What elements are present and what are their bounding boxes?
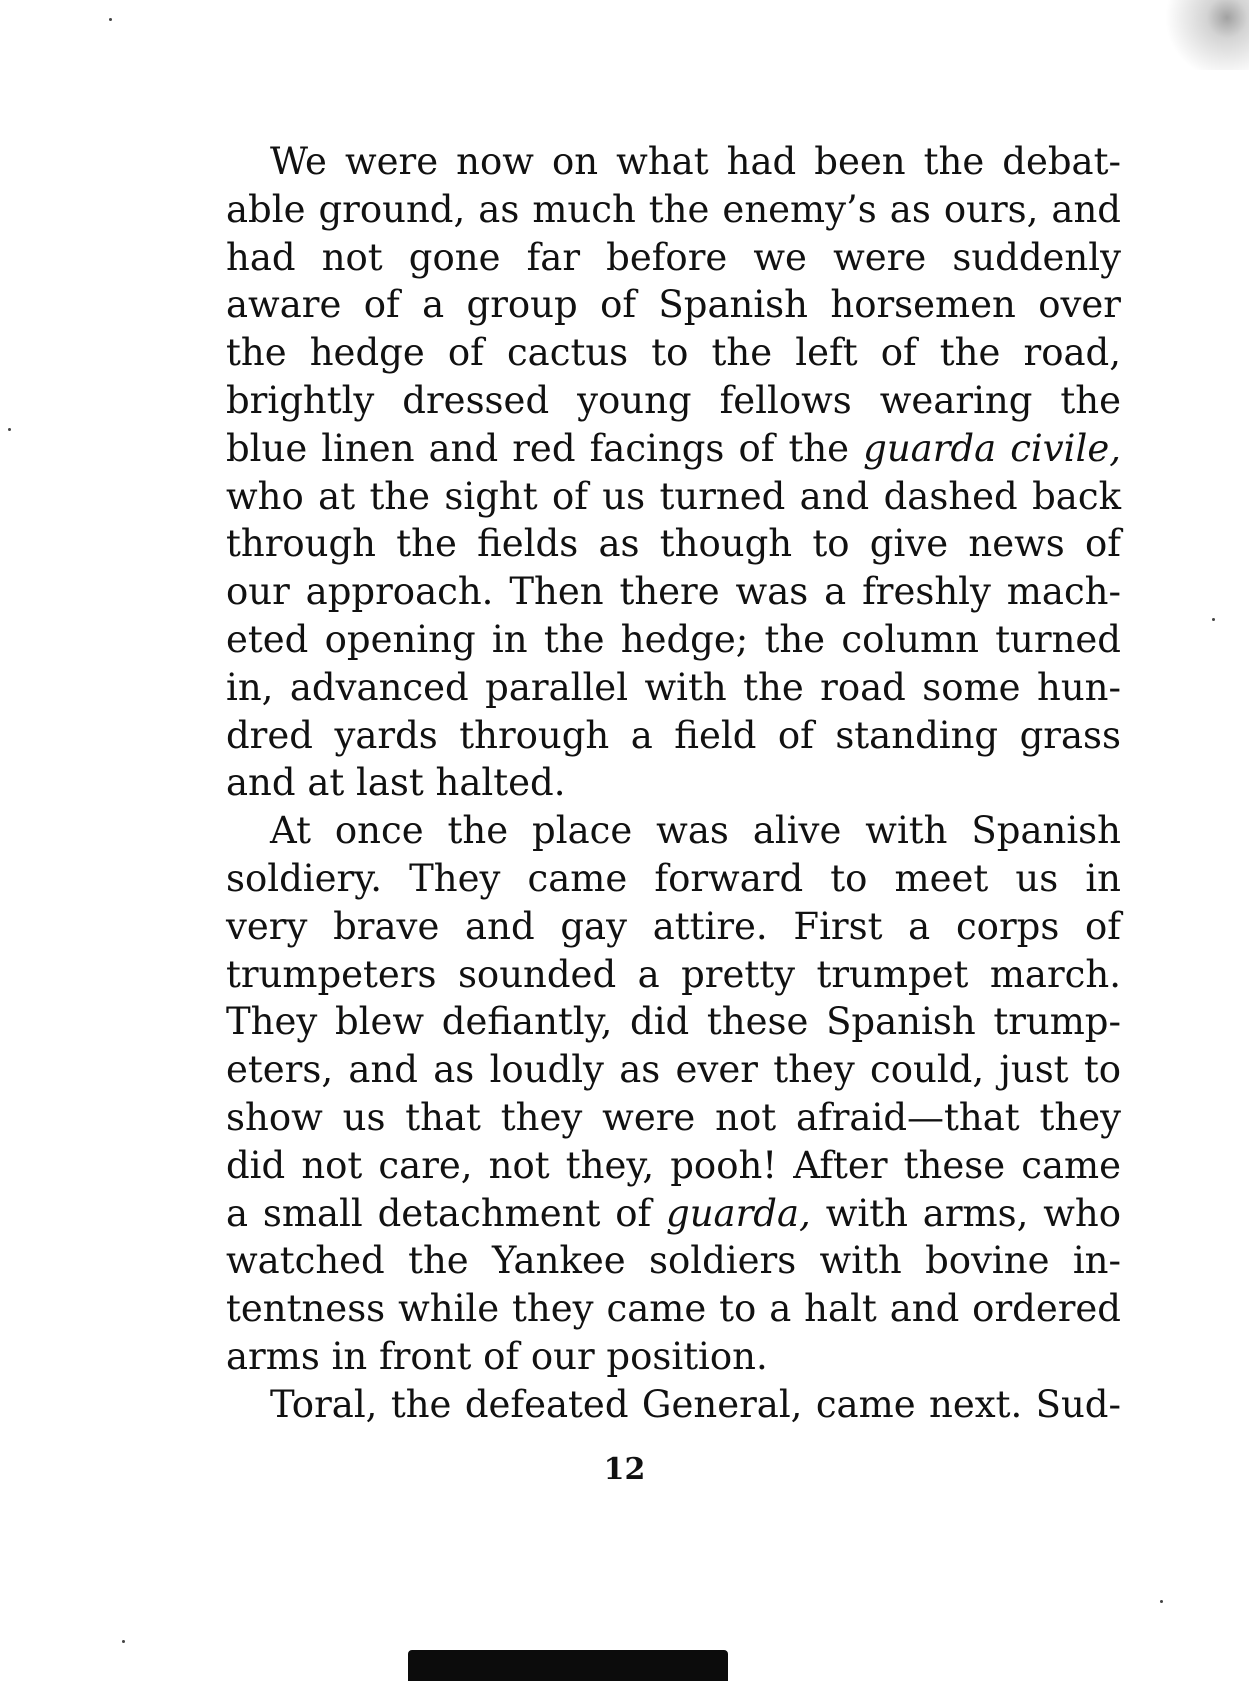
italic-term: guarda,: [666, 1191, 811, 1235]
page-number: 12: [603, 1452, 646, 1487]
text-line: [226, 1190, 1121, 1238]
text-line: brightly dressed young fellows wearing the: [226, 378, 1121, 422]
text-line: through the fields as though to give news of: [226, 522, 1121, 566]
text-line: eters, and as loudly as ever they could, just to: [226, 1048, 1121, 1092]
text-line: Toral, the defeated General, came next. Sud-: [270, 1382, 1121, 1426]
scan-speck: [8, 428, 11, 431]
text-line: [226, 425, 1121, 473]
text-line: aware of a group of Spanish horsemen over: [226, 283, 1121, 327]
text-segment: with arms, who: [810, 1191, 1121, 1235]
text-line: who at the sight of us turned and dashed back: [226, 474, 1121, 518]
text-line: and at last halted.: [226, 761, 566, 805]
text-line: They blew defiantly, did these Spanish trump-: [226, 1000, 1121, 1044]
text-line: eted opening in the hedge; the column turned: [226, 617, 1121, 661]
text-line: show us that they were not afraid—that they: [226, 1095, 1121, 1139]
scan-speck: [109, 18, 112, 21]
text-line: able ground, as much the enemy’s as ours, and: [226, 187, 1121, 231]
italic-term: guarda civile,: [863, 426, 1121, 470]
scan-speck: [1160, 1600, 1163, 1603]
text-line: had not gone far before we were suddenly: [226, 235, 1121, 279]
text-segment: blue linen and red facings of the: [226, 426, 864, 470]
text-line: soldiery. They came forward to meet us in: [226, 856, 1121, 900]
text-line: We were now on what had been the debat-: [270, 140, 1121, 183]
text-line: in, advanced parallel with the road some hun-: [226, 665, 1121, 709]
body-text: [226, 138, 1121, 1429]
text-line: the hedge of cactus to the left of the road,: [226, 331, 1121, 375]
text-line: dred yards through a field of standing grass: [226, 713, 1121, 757]
scan-speck: [122, 1640, 125, 1643]
text-line: tentness while they came to a halt and ordered: [226, 1287, 1121, 1331]
text-line: our approach. Then there was a freshly mach-: [226, 570, 1121, 614]
text-line: At once the place was alive with Spanish: [270, 809, 1121, 853]
scan-speck: [1212, 618, 1215, 621]
text-line: trumpeters sounded a pretty trumpet march.: [226, 952, 1121, 996]
scan-smudge: [1139, 0, 1249, 70]
text-line: arms in front of our position.: [226, 1334, 768, 1378]
text-line: did not care, not they, pooh! After these came: [226, 1143, 1121, 1187]
text-line: watched the Yankee soldiers with bovine in-: [226, 1239, 1121, 1283]
text-line: very brave and gay attire. First a corps of: [226, 904, 1121, 948]
scan-binding-shadow: [408, 1650, 728, 1681]
text-segment: a small detachment of: [226, 1191, 667, 1235]
